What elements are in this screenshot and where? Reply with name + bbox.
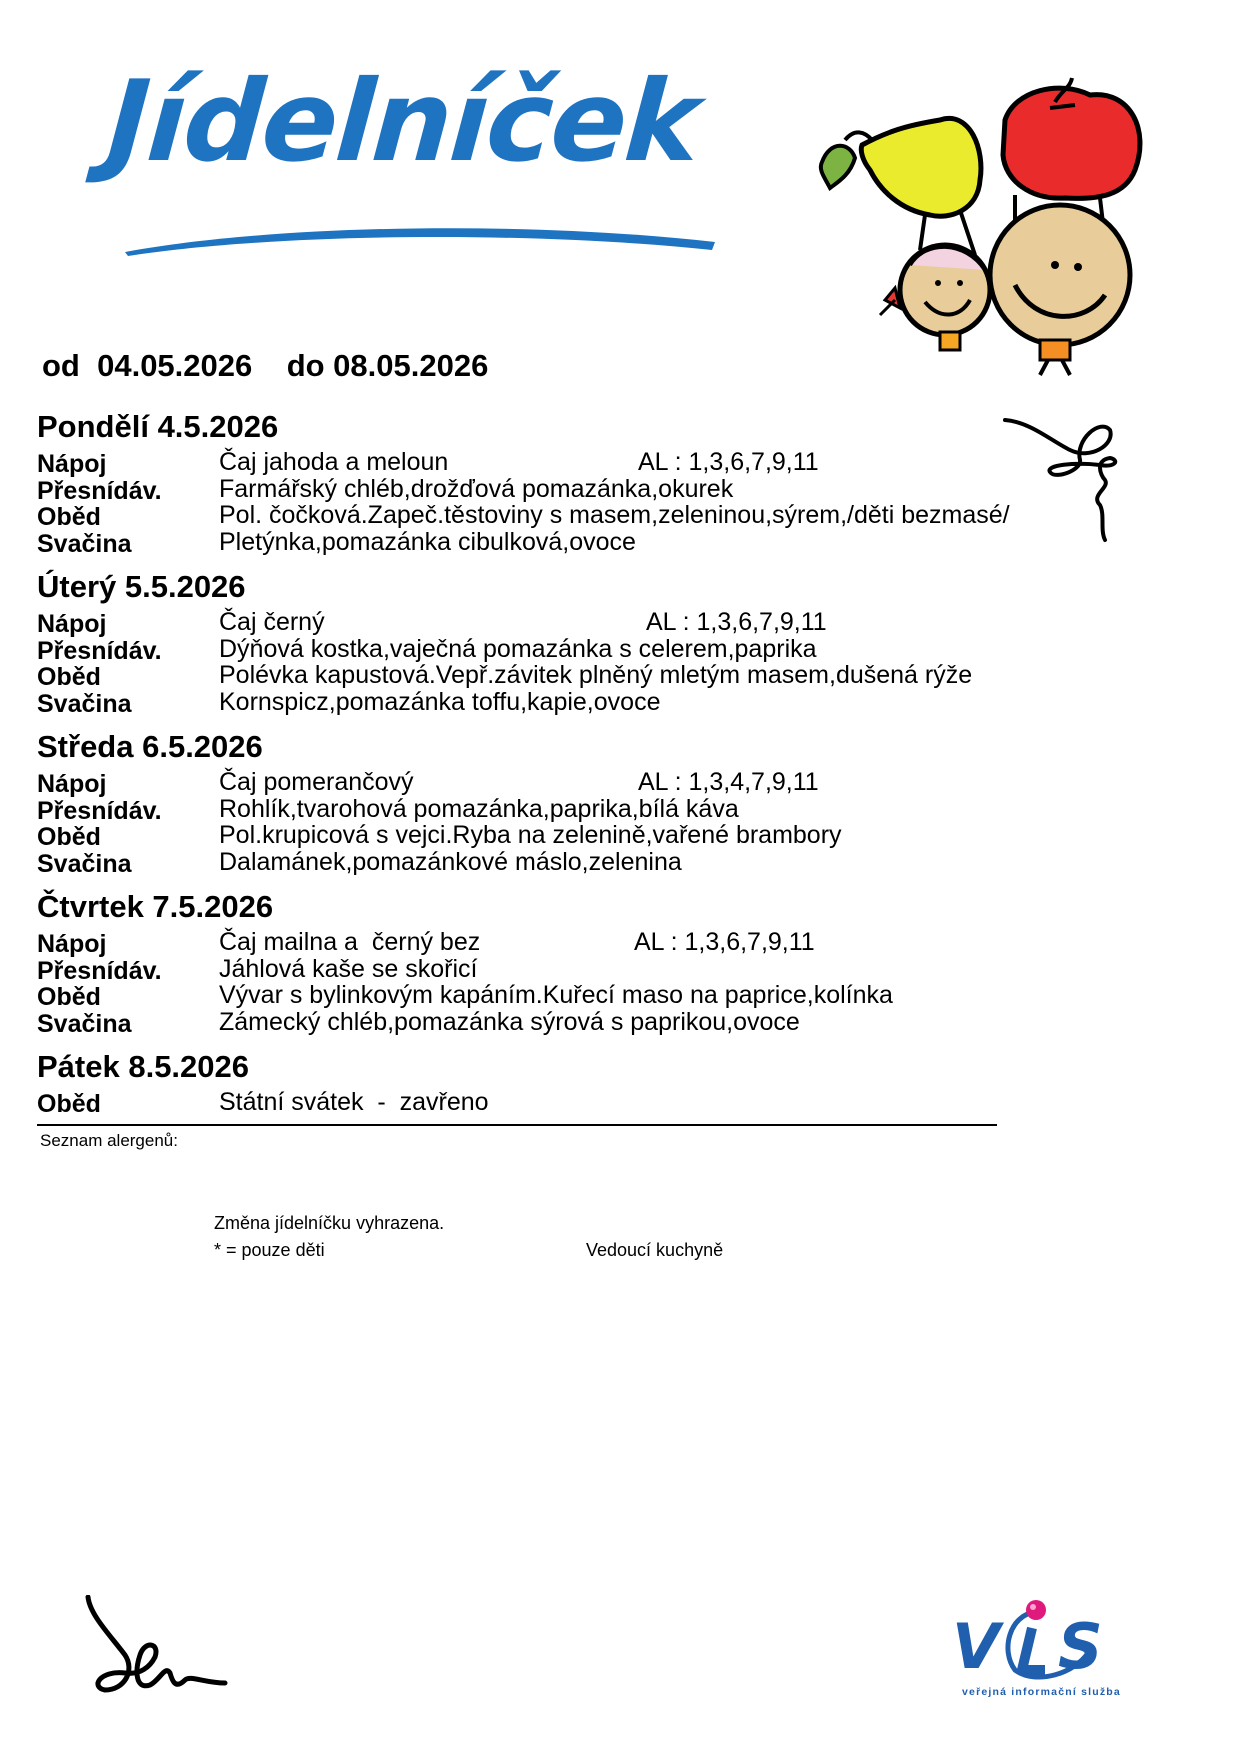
- meal-row-lunch: [37, 981, 893, 1011]
- day-title: Pondělí 4.5.2026: [37, 409, 279, 444]
- meal-value: Pol.krupicová s vejci.Ryba na zelenině,vařené brambory: [219, 821, 842, 849]
- day-section-friday: [37, 1049, 489, 1119]
- section-divider: [37, 1124, 997, 1126]
- title-underline-swoosh: [120, 220, 720, 260]
- meal-value: Pletýnka,pomazánka cibulková,ovoce: [219, 527, 636, 556]
- meal-value: Jáhlová kaše se skořicí: [219, 954, 478, 983]
- signature-top: [1000, 410, 1140, 550]
- svg-text:V: V: [952, 1610, 1000, 1683]
- meal-row-snack-afternoon: [37, 847, 682, 878]
- kids-with-fruit-illustration: [800, 70, 1150, 380]
- meal-label: Oběd: [37, 983, 101, 1011]
- meal-row-lunch: [37, 501, 1010, 531]
- meal-label: Nápoj: [37, 450, 107, 478]
- meal-row-drink: [37, 608, 827, 638]
- meal-row-lunch: [37, 821, 842, 851]
- day-title: Pátek 8.5.2026: [37, 1049, 250, 1084]
- menu-title: Jídelníček: [103, 57, 703, 187]
- meal-label: Oběd: [37, 1090, 101, 1118]
- allergen-codes: AL : 1,3,6,7,9,11: [638, 448, 819, 476]
- meal-value: Čaj pomerančový: [219, 768, 414, 796]
- meal-value: Kornspicz,pomazánka toffu,kapie,ovoce: [219, 687, 661, 716]
- meal-row-snack-afternoon: [37, 1007, 800, 1038]
- meal-value: Vývar s bylinkovým kapáním.Kuřecí maso na paprice,kolínka: [219, 981, 893, 1009]
- meal-row-snack-afternoon: [37, 527, 636, 558]
- allergen-codes: AL : 1,3,4,7,9,11: [638, 768, 819, 796]
- meal-value: Dýňová kostka,vaječná pomazánka s celerem,paprika: [219, 634, 817, 663]
- meal-row-snack-morning: [37, 474, 734, 505]
- meal-label: Oběd: [37, 503, 101, 531]
- children-only-note: * = pouze děti: [214, 1240, 325, 1260]
- kitchen-head-label: Vedoucí kuchyně: [586, 1240, 724, 1260]
- allergen-codes: AL : 1,3,6,7,9,11: [634, 928, 815, 956]
- meal-row-snack-morning: [37, 794, 739, 825]
- day-section-tuesday: [37, 569, 973, 718]
- meal-value: Pol. čočková.Zapeč.těstoviny s masem,zeleninou,sýrem,/děti bezmasé/: [219, 501, 1010, 529]
- meal-label: Přesnídáv.: [37, 476, 162, 505]
- meal-label: Oběd: [37, 663, 101, 691]
- meal-value: Státní svátek - zavřeno: [219, 1088, 489, 1116]
- meal-label: Přesnídáv.: [37, 796, 162, 825]
- meal-value: Rohlík,tvarohová pomazánka,paprika,bílá káva: [219, 794, 739, 823]
- meal-value: Čaj černý: [219, 608, 325, 636]
- meal-row-drink: [37, 928, 815, 958]
- meal-row-lunch: [37, 1088, 489, 1119]
- meal-label: Nápoj: [37, 770, 107, 798]
- day-section-wednesday: [37, 729, 842, 878]
- day-section-thursday: [37, 889, 893, 1038]
- meal-row-lunch: [37, 661, 973, 691]
- allergen-codes: AL : 1,3,6,7,9,11: [646, 608, 827, 636]
- meal-value: Čaj mailna a černý bez: [219, 928, 481, 956]
- meal-label: Nápoj: [37, 610, 107, 638]
- svg-text:S: S: [1058, 1610, 1103, 1683]
- signature-bottom: [80, 1595, 240, 1705]
- meal-label: Svačina: [37, 529, 132, 558]
- meal-value: Farmářský chléb,drožďová pomazánka,okurek: [219, 474, 734, 503]
- meal-row-snack-afternoon: [37, 687, 661, 718]
- meal-label: Oběd: [37, 823, 101, 851]
- vis-tagline: veřejná informační služba: [962, 1686, 1121, 1698]
- meal-label: Svačina: [37, 689, 132, 718]
- vis-logo: [950, 1580, 1130, 1700]
- meal-row-snack-morning: [37, 954, 478, 985]
- meal-value: Čaj jahoda a meloun: [219, 448, 449, 476]
- day-title: Středa 6.5.2026: [37, 729, 263, 764]
- meal-label: Svačina: [37, 849, 132, 878]
- meal-row-drink: [37, 448, 819, 478]
- meal-value: Dalamánek,pomazánkové máslo,zelenina: [219, 847, 682, 876]
- meal-label: Svačina: [37, 1009, 132, 1038]
- date-range: od 04.05.2026 do 08.05.2026: [42, 348, 489, 383]
- day-title: Čtvrtek 7.5.2026: [37, 889, 274, 924]
- menu-change-note: Změna jídelníčku vyhrazena.: [214, 1213, 445, 1233]
- meal-value: Polévka kapustová.Vepř.závitek plněný mletým masem,dušená rýže: [219, 661, 973, 689]
- meal-label: Přesnídáv.: [37, 636, 162, 665]
- allergen-list-label: Seznam alergenů:: [40, 1131, 178, 1150]
- meal-label: Nápoj: [37, 930, 107, 958]
- meal-row-drink: [37, 768, 819, 798]
- meal-row-snack-morning: [37, 634, 817, 665]
- day-section-monday: [37, 409, 1010, 558]
- meal-label: Přesnídáv.: [37, 956, 162, 985]
- day-title: Úterý 5.5.2026: [37, 569, 246, 604]
- meal-value: Zámecký chléb,pomazánka sýrová s paprikou,ovoce: [219, 1007, 800, 1036]
